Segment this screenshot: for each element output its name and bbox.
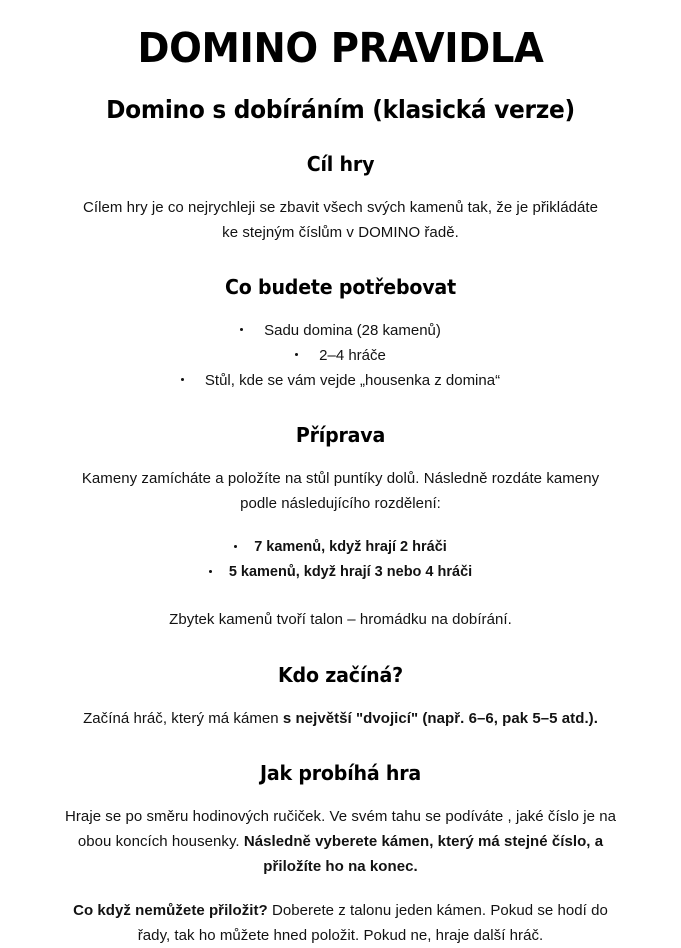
who-starts-regular-text: Začíná hráč, který má kámen	[83, 709, 283, 727]
goal-line-1: Cílem hry je co nejrychleji se zbavit všech svých kamenů tak, že je	[83, 198, 529, 216]
list-item	[40, 560, 641, 585]
bullet-icon	[240, 328, 243, 331]
bullet-icon	[234, 545, 237, 548]
bullet-icon	[295, 353, 298, 356]
bullet-icon	[181, 378, 184, 381]
setup-paragraph	[40, 447, 641, 516]
setup-line-2: kameny podle následujícího rozdělení:	[240, 469, 600, 512]
goal-paragraph	[40, 176, 641, 245]
list-item-label: Sadu domina (28 kamenů)	[264, 321, 441, 339]
setup-line-1: Kameny zamícháte a položíte na stůl puntíky dolů. Následně rozdáte	[81, 469, 543, 487]
gameplay-bold-text: Následně vyberete kámen, který má stejné číslo, a přiložíte ho na konec.	[243, 832, 604, 875]
section-gameplay	[40, 731, 641, 948]
list-item-label: Stůl, kde se vám vejde „housenka z domina“	[204, 371, 501, 389]
list-item-label: 7 kamenů, když hrají 2 hráči	[254, 538, 447, 555]
heading-needs: Co budete potřebovat	[225, 274, 456, 299]
list-item	[40, 343, 641, 368]
section-setup	[40, 393, 641, 632]
who-starts-bold-text: s největší "dvojicí" (např. 6–6, pak 5–5 atd.).	[282, 709, 598, 727]
goal-line-2: přikládáte ke stejným číslům v DOMINO řadě.	[222, 198, 598, 241]
cannot-place-paragraph	[40, 879, 641, 948]
heading-gameplay: Jak probíhá hra	[259, 760, 422, 785]
list-item	[40, 535, 641, 560]
list-item-label: 5 kamenů, když hrají 3 nebo 4 hráči	[228, 563, 473, 580]
bullet-icon	[209, 570, 212, 573]
gameplay-regular-text: Hraje se po směru hodinových ručiček. Ve svém tahu se podíváte , jaké číslo je na obou koncích housenky.	[65, 807, 616, 850]
list-item-label: 2–4 hráče	[319, 346, 386, 364]
heading-goal: Cíl hry	[306, 151, 375, 176]
page-subtitle: Domino s dobíráním (klasická verze)	[106, 95, 575, 124]
section-who-starts	[40, 632, 641, 731]
needs-list	[40, 299, 641, 393]
heading-who-starts: Kdo začíná?	[278, 662, 403, 687]
setup-closing-paragraph: Zbytek kamenů tvoří talon – hromádku na dobírání.	[169, 610, 512, 628]
cannot-place-bold-text: Co když nemůžete přiložit?	[73, 901, 268, 919]
cannot-place-regular-text: Doberete z talonu jeden kámen. Pokud se hodí do řady, tak ho můžete hned položit. Pokud ne, hraje další hráč.	[137, 901, 608, 944]
gameplay-paragraph	[40, 785, 641, 879]
section-needs	[40, 245, 641, 393]
list-item	[40, 368, 641, 393]
heading-setup: Příprava	[295, 422, 386, 447]
setup-distribution-list	[40, 516, 641, 585]
who-starts-paragraph	[40, 687, 641, 731]
page-title: DOMINO PRAVIDLA	[137, 24, 544, 72]
section-goal	[40, 124, 641, 245]
list-item	[40, 318, 641, 343]
